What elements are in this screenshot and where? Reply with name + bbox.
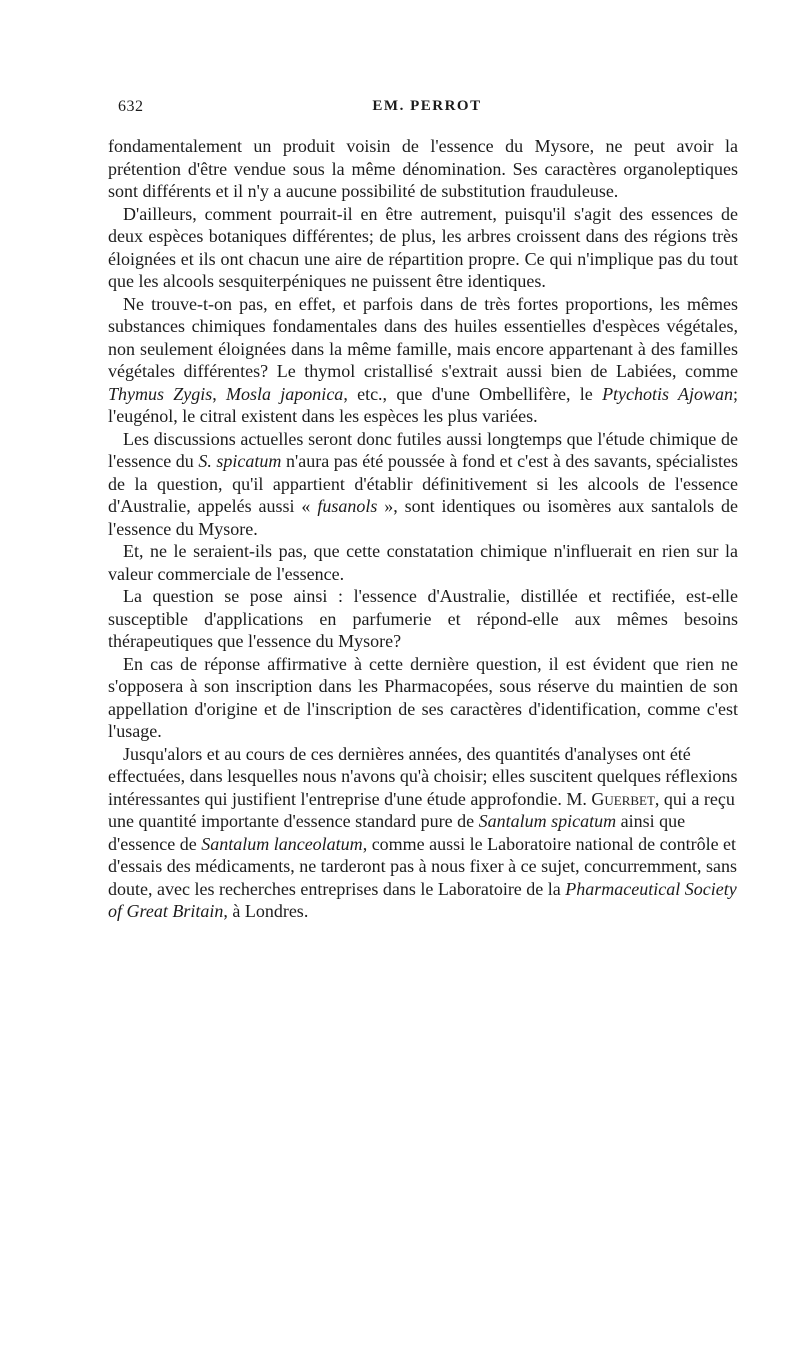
species-s-spicatum: S. spicatum xyxy=(198,451,282,471)
paragraph-3 xyxy=(108,293,738,428)
paragraph-4-text: n'aura pas été poussée à fond et c'est à des savants, spécialistes de la question, qu'il appartient d'établir définitivement si les alcools de l'essence d'Australie, appelés aussi « xyxy=(108,451,738,516)
paragraph-2: D'ailleurs, comment pourrait-il en être autrement, puisqu'il s'agit des essences de deux espèces botaniques différentes; de plus, les arbres croissent dans des régions très éloignées et ils ont chacun une aire de répartition propre. Ce qui n'implique pas du tout que les alcools sesquiterpéniques ne puissent être identiques. xyxy=(108,203,738,291)
species-santalum-lanceolatum: Santalum lanceolatum xyxy=(201,833,363,854)
body-text xyxy=(108,135,738,923)
species-thymus-zygis: Thymus Zygis xyxy=(108,383,213,404)
paragraph-5: Et, ne le seraient-ils pas, que cette constatation chimique n'influerait en rien sur la valeur commerciale de l'essence. xyxy=(108,541,738,584)
paragraph-4 xyxy=(108,428,738,541)
paragraph-8-text: , qui a reçu une quantité importante d'essence standard pure de xyxy=(108,788,735,831)
species-ptychotis-ajowan: Ptychotis Ajowan xyxy=(602,383,733,404)
paragraph-4-text: », sont identiques ou isomères aux santalols de l'essence du Mysore. xyxy=(108,496,738,539)
paragraph-4-text: Les discussions actuelles seront donc futiles aussi longtemps que l'étude chimique de l'essence du xyxy=(108,428,738,471)
species-santalum-spicatum: Santalum spicatum xyxy=(478,811,617,831)
author-guerbet: Guerbet xyxy=(591,788,655,809)
paragraph-8-text: ainsi que d'essence de xyxy=(108,811,686,854)
paragraph-8-text: , comme aussi le Laboratoire national de contrôle et d'essais des médicaments, ne tarderont pas à nous fixer à ce sujet, concurremment, sans doute, avec les recherches entreprises dans le Laboratoire de la xyxy=(108,833,738,899)
paragraph-8-text: Jusqu'alors et au cours de ces dernières années, des quantités d'analyses ont été effectuées, dans lesquelles nous n'avons qu'à choisir; elles suscitent quelques réflexions intéressantes qui justifient l'entreprise d'une étude approfondie. M. xyxy=(108,743,738,809)
paragraph-3-text: ; l'eugénol, le citral existent dans les espèces les plus variées. xyxy=(108,383,739,426)
paragraph-7: En cas de réponse affirmative à cette dernière question, il est évident que rien ne s'opposera à son inscription dans les Pharmacopées, sous réserve du maintien de son appellation d'origine et de l'inscription de ses caractères d'identification, comme c'est l'usage. xyxy=(108,653,738,741)
paragraph-8-text: , à Londres. xyxy=(223,901,309,921)
species-mosla-japonica: Mosla japonica xyxy=(226,383,344,404)
paragraph-3-text: , xyxy=(212,383,227,404)
term-fusanols: fusanols xyxy=(317,496,378,516)
institution-pharmaceutical-society: Pharmaceutical Society of Great Britain xyxy=(108,878,737,921)
page-number: 632 xyxy=(118,98,144,115)
running-title: EM. PERROT xyxy=(372,98,482,114)
paragraph-8 xyxy=(108,743,738,923)
paragraph-3-text: Ne trouve-t-on pas, en effet, et parfois dans de très fortes proportions, les mêmes substances chimiques fondamentales dans des huiles essentielles d'espèces végétales, non seulement éloignées dans la même famille, mais encore appartenant à des familles végétales différentes? Le thymol cristallisé s'extrait aussi bien de Labiées, comme xyxy=(108,293,738,381)
paragraph-3-text: , etc., que d'une Ombellifère, le xyxy=(343,383,603,404)
paragraph-6: La question se pose ainsi : l'essence d'Australie, distillée et rectifiée, est-elle susceptible d'applications en parfumerie et répond-elle aux mêmes besoins thérapeutiques que l'essence du Mysore? xyxy=(108,586,738,651)
paragraph-1: fondamentalement un produit voisin de l'essence du Mysore, ne peut avoir la prétention d'être vendue sous la même dénomination. Ses caractères organoleptiques sont différents et il n'y a aucune possibilité de substitution frauduleuse. xyxy=(108,136,738,201)
page-header xyxy=(118,98,736,122)
